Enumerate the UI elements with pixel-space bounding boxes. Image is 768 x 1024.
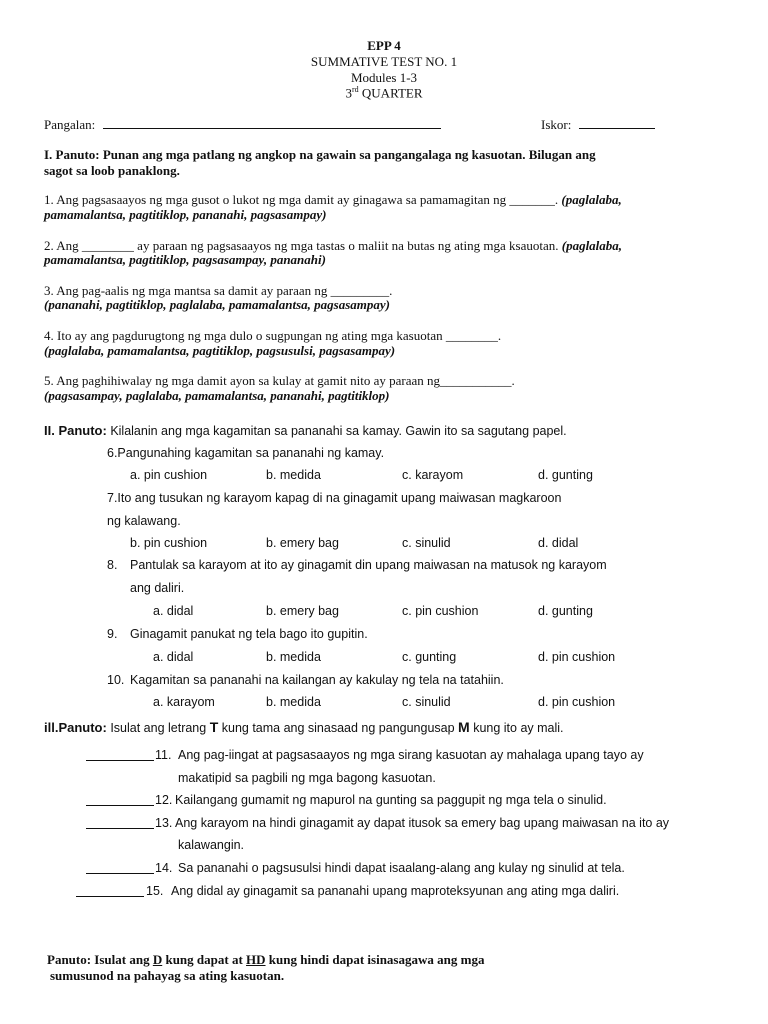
quarter-label	[0, 85, 768, 101]
part1-heading-line1: I. Panuto: Punan ang mga patlang ng angkop na gawain sa pangangalaga ng kasuotan. Bilugan ang	[44, 147, 596, 162]
quarter-number: 3	[345, 85, 352, 101]
question-9-number: 9.	[107, 627, 118, 641]
item-13-line1: Ang karayom na hindi ginagamit ay dapat itusok sa emery bag upang maiwasan na ito ay	[175, 816, 670, 830]
question-7-choice-c: c. sinulid	[402, 536, 451, 550]
question-7-stem-line1: 7.Ito ang tusukan ng karayom kapag di na ginagamit upang maiwasan magkaroon	[107, 491, 562, 505]
question-10-choice-c: c. sinulid	[402, 695, 451, 709]
question-8-choice-c: c. pin cushion	[402, 604, 479, 618]
question-9-choice-d: d. pin cushion	[538, 650, 616, 664]
part3-heading	[44, 719, 564, 735]
part3-label: ill.Panuto:	[44, 720, 107, 735]
question-8-stem-line2: ang daliri.	[130, 581, 185, 595]
question-7-stem-line2: ng kalawang.	[107, 514, 181, 528]
letter-hd: HD	[246, 952, 266, 967]
part3-instruction-3: kung ito ay mali.	[469, 721, 564, 735]
name-blank[interactable]	[103, 116, 441, 129]
question-2-text: 2. Ang ________ ay paraan ng pagsasaayos ng mga tastas o maliit na butas ng ating mga ksauotan.	[44, 238, 559, 253]
score-label: Iskor:	[541, 117, 572, 132]
question-1-text: 1. Ang pagsasaayos ng mga gusot o lukot ng mga damit ay ginagawa sa pamamagitan ng _______.	[44, 192, 559, 207]
question-10-choice-d: d. pin cushion	[538, 695, 616, 709]
part2-instruction: Kilalanin ang mga kagamitan sa pananahi sa kamay. Gawin ito sa sagutang papel.	[106, 424, 567, 438]
question-6-choice-d: d. gunting	[538, 468, 593, 482]
question-9-choice-a: a. didal	[153, 650, 194, 664]
item-11-line2: makatipid sa pagbili ng mga bagong kasuotan.	[178, 771, 436, 785]
item-15-line1: Ang didal ay ginagamit sa pananahi upang maproteksyunan ang ating mga daliri.	[171, 884, 620, 898]
question-6-choice-b: b. medida	[266, 468, 321, 482]
part1-heading-line2: sagot sa loob panaklong.	[44, 163, 180, 178]
test-title: SUMMATIVE TEST NO. 1	[310, 54, 458, 69]
question-6-choice-c: c. karayom	[402, 468, 464, 482]
question-10-stem: Kagamitan sa pananahi na kailangan ay kakulay ng tela na tatahiin.	[130, 673, 504, 687]
question-1-options-a: (paglalaba,	[561, 192, 622, 207]
item-11-line1: Ang pag-iingat at pagsasaayos ng mga sirang kasuotan ay mahalaga upang tayo ay	[178, 748, 644, 762]
question-7-choice-b: b. emery bag	[266, 536, 339, 550]
item-12-number: 12.	[155, 793, 173, 807]
part3-instruction-1: Isulat ang letrang	[106, 721, 210, 735]
answer-blank-14[interactable]	[86, 861, 154, 874]
letter-d: D	[152, 952, 163, 967]
quarter-word: QUARTER	[358, 85, 423, 101]
question-5-text: 5. Ang paghihiwalay ng mga damit ayon sa kulay at gamit nito ay paraan ng___________.	[44, 373, 515, 388]
item-11-number: 11.	[155, 748, 172, 762]
item-13-number: 13.	[155, 816, 173, 830]
question-8-choice-a: a. didal	[153, 604, 194, 618]
answer-blank-13[interactable]	[86, 816, 154, 829]
answer-blank-15[interactable]	[76, 884, 144, 897]
question-3-options: (pananahi, pagtitiklop, paglalaba, pamamalantsa, pagsasampay)	[44, 297, 390, 312]
question-9-choice-b: b. medida	[266, 650, 321, 664]
question-8-choice-b: b. emery bag	[266, 604, 339, 618]
mali-letter: M	[458, 719, 470, 735]
modules-label: Modules 1-3	[350, 70, 418, 85]
question-4-text: 4. Ito ay ang pagdurugtong ng mga dulo o sugpungan ng ating mga kasuotan ________.	[44, 328, 502, 343]
item-13-line2: kalawangin.	[178, 838, 245, 852]
question-7-choice-a: b. pin cushion	[130, 536, 208, 550]
question-4-options: (paglalaba, pamamalantsa, pagtitiklop, pagsusulsi, pagsasampay)	[44, 343, 396, 358]
question-8-choice-d: d. gunting	[538, 604, 593, 618]
score-blank[interactable]	[579, 116, 655, 129]
item-14-line1: Sa pananahi o pagsusulsi hindi dapat isaalang-alang ang kulay ng sinulid at tela.	[178, 861, 625, 875]
part2-heading	[44, 423, 567, 438]
part4-text-3: kung hindi dapat isinasagawa ang mga	[265, 952, 485, 967]
question-8-number: 8.	[107, 558, 118, 572]
name-field	[44, 116, 441, 133]
question-1	[44, 192, 622, 208]
question-10-choice-a: a. karayom	[153, 695, 215, 709]
question-10-number: 10.	[107, 673, 125, 687]
answer-blank-11[interactable]	[86, 748, 154, 761]
item-15-number: 15.	[146, 884, 164, 898]
question-2-options-b: pamamalantsa, pagtitiklop, pagsasampay, pananahi)	[44, 252, 326, 267]
question-9-stem: Ginagamit panukat ng tela bago ito gupitin.	[130, 627, 368, 641]
answer-blank-12[interactable]	[86, 793, 154, 806]
question-10-choice-b: b. medida	[266, 695, 321, 709]
question-1-options-b: pamamalantsa, pagtitiklop, pananahi, pagsasampay)	[44, 207, 327, 222]
part4-heading-line1	[47, 952, 484, 968]
question-7-choice-d: d. didal	[538, 536, 579, 550]
part2-label: II. Panuto:	[44, 423, 107, 438]
item-14-number: 14.	[155, 861, 173, 875]
part4-text-2: kung dapat at	[162, 952, 247, 967]
question-2-options-a: (paglalaba,	[561, 238, 623, 253]
question-6-choice-a: a. pin cushion	[130, 468, 208, 482]
item-12-line1: Kailangang gumamit ng mapurol na gunting sa paggupit ng mga tela o sinulid.	[175, 793, 607, 807]
true-letter: T	[209, 719, 219, 735]
quarter-suffix: rd	[351, 85, 359, 94]
part3-instruction-2: kung tama ang sinasaad ng pangungusap	[218, 721, 459, 735]
question-6-stem: 6.Pangunahing kagamitan sa pananahi ng kamay.	[107, 446, 385, 460]
name-label: Pangalan:	[44, 117, 96, 132]
question-8-stem-line1: Pantulak sa karayom at ito ay ginagamit din upang maiwasan na matusok ng karayom	[130, 558, 607, 572]
question-3-text: 3. Ang pag-aalis ng mga mantsa sa damit ay paraan ng _________.	[44, 283, 393, 298]
question-9-choice-c: c. gunting	[402, 650, 457, 664]
score-field	[541, 116, 655, 133]
part4-heading-line2: sumusunod na pahayag sa ating kasuotan.	[50, 968, 285, 983]
part4-text-1: Panuto: Isulat ang	[47, 952, 153, 967]
question-5-options: (pagsasampay, paglalaba, pamamalantsa, pananahi, pagtitiklop)	[44, 388, 390, 403]
subject-title: EPP 4	[367, 38, 401, 53]
